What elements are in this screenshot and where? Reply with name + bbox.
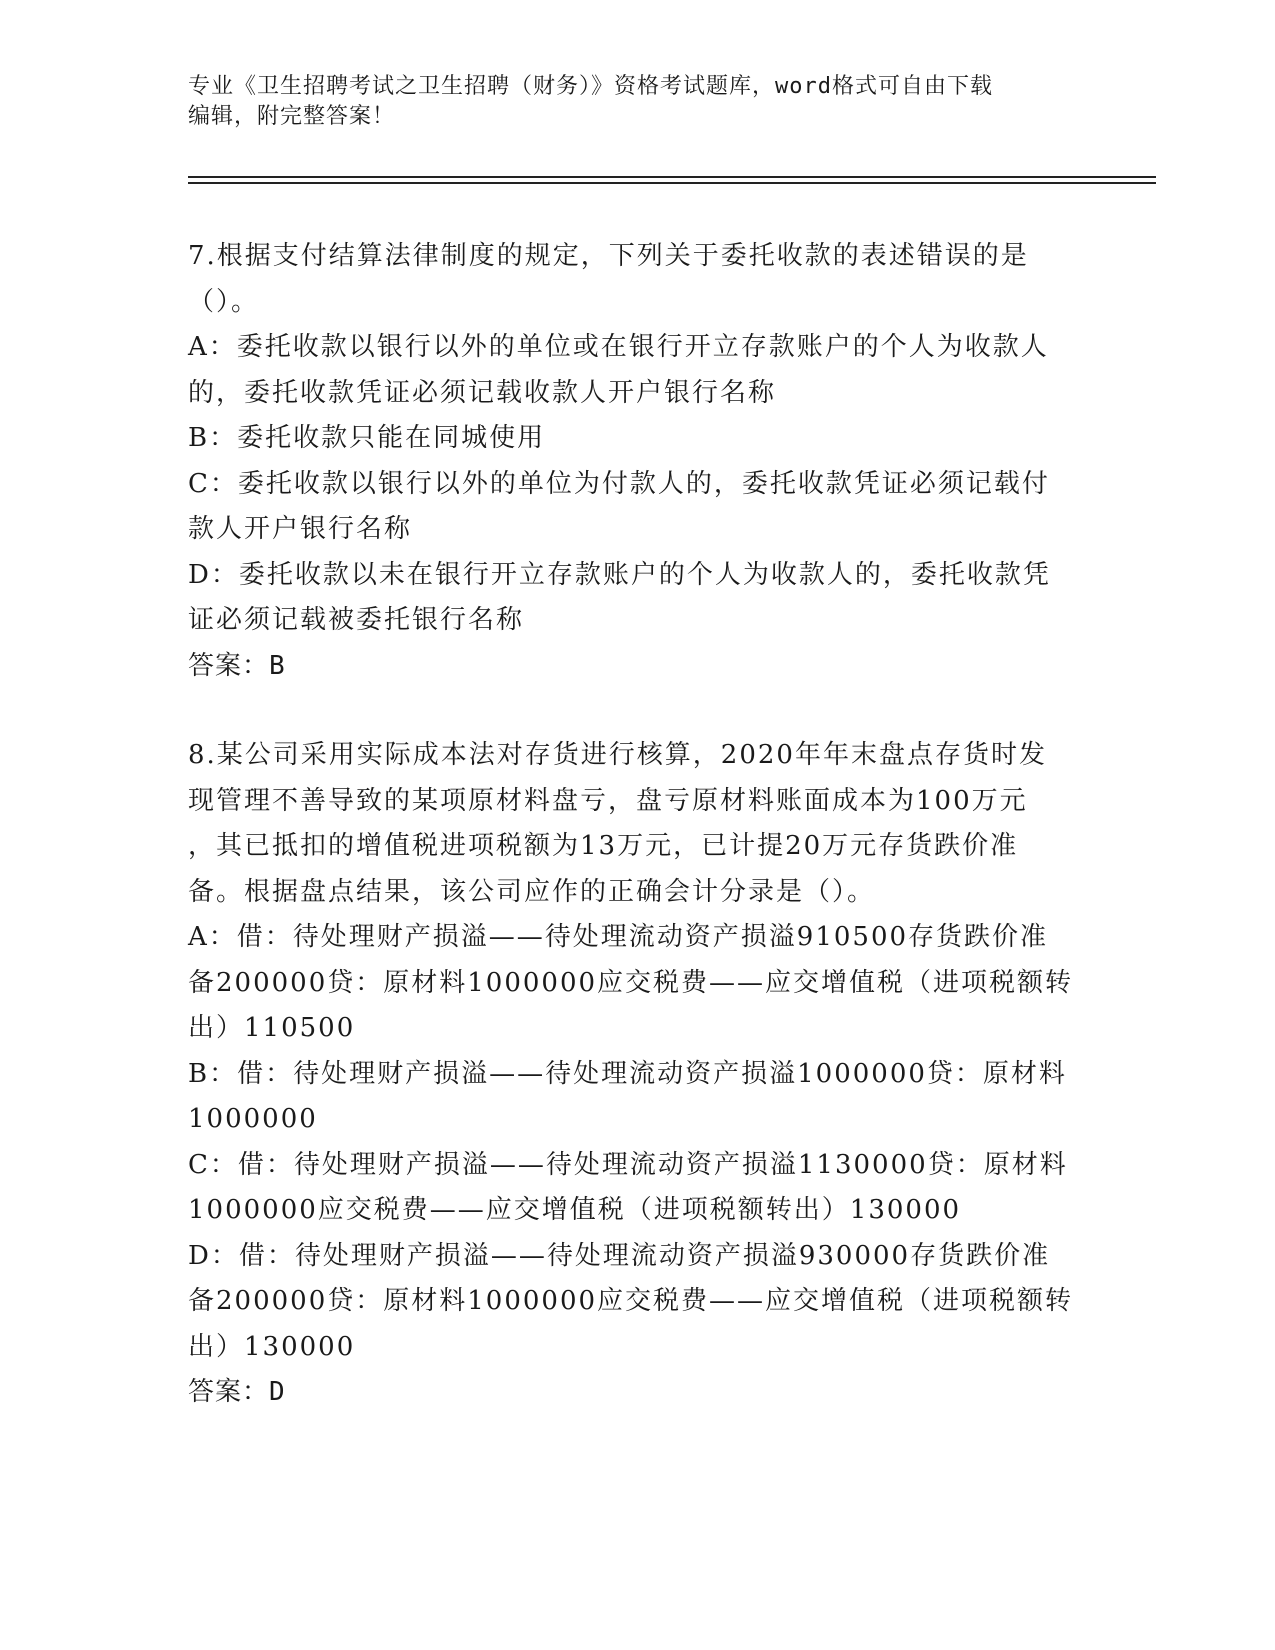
option-b: [188, 416, 1088, 462]
option-line: A：委托收款以银行以外的单位或在银行开立存款账户的个人为收款人: [188, 332, 1049, 362]
option-line: 证必须记载被委托银行名称: [188, 605, 525, 635]
option-line: 备200000贷：原材料1000000应交税费——应交增值税（进项税额转: [188, 1286, 1074, 1316]
answer-label: 答案：B: [188, 650, 286, 681]
option-line: 的，委托收款凭证必须记载收款人开户银行名称: [188, 377, 777, 408]
option-line: C：借：待处理财产损溢——待处理流动资产损溢1130000贷：原材料: [188, 1149, 1068, 1180]
answer-label: 答案：D: [188, 1377, 286, 1407]
question-spacer: [188, 689, 1088, 733]
header-divider-bottom: [188, 182, 1156, 184]
option-d: [188, 1234, 1088, 1371]
question-7: [188, 234, 1088, 689]
option-line: C：委托收款以银行以外的单位为付款人的，委托收款凭证必须记载付: [188, 468, 1050, 499]
question-8: [188, 733, 1088, 1416]
question-stem-line: ，其已抵扣的增值税进项税额为13万元，已计提20万元存货跌价准: [188, 831, 1019, 861]
option-d: [188, 553, 1088, 644]
option-line: B：借：待处理财产损溢——待处理流动资产损溢1000000贷：原材料: [188, 1058, 1067, 1089]
header-divider-top: [188, 176, 1156, 178]
option-line: A：借：待处理财产损溢——待处理流动资产损溢910500存货跌价准: [188, 922, 1049, 952]
option-c: [188, 1143, 1088, 1234]
question-stem-line: 8.某公司采用实际成本法对存货进行核算，2020年年末盘点存货时发: [188, 740, 1047, 770]
option-line: 1000000应交税费——应交增值税（进项税额转出）130000: [188, 1195, 962, 1225]
question-stem-line: （）。: [188, 286, 260, 317]
option-a: [188, 915, 1088, 1052]
option-line: B：委托收款只能在同城使用: [188, 423, 546, 453]
question-stem-line: 备。根据盘点结果，该公司应作的正确会计分录是（）。: [188, 876, 876, 907]
option-line: 出）130000: [188, 1331, 356, 1362]
document-header: [188, 72, 1068, 132]
header-line-1: 专业《卫生招聘考试之卫生招聘（财务）》资格考试题库，word格式可自由下载: [188, 74, 993, 99]
option-line: D：委托收款以未在银行开立存款账户的个人为收款人的，委托收款凭: [188, 559, 1051, 590]
option-line: D：借：待处理财产损溢——待处理流动资产损溢930000存货跌价准: [188, 1240, 1051, 1271]
option-b: [188, 1052, 1088, 1143]
option-c: [188, 462, 1088, 553]
header-line-2: 编辑，附完整答案！: [188, 104, 396, 129]
question-stem-line: 7.根据支付结算法律制度的规定，下列关于委托收款的表述错误的是: [188, 241, 1029, 271]
option-a: [188, 325, 1088, 416]
option-line: 备200000贷：原材料1000000应交税费——应交增值税（进项税额转: [188, 967, 1074, 998]
question-stem-line: 现管理不善导致的某项原材料盘亏，盘亏原材料账面成本为100万元: [188, 785, 1028, 816]
option-line: 款人开户银行名称: [188, 514, 413, 544]
question-list: [188, 234, 1088, 1416]
option-line: 出）110500: [188, 1013, 356, 1043]
option-line: 1000000: [188, 1104, 318, 1134]
